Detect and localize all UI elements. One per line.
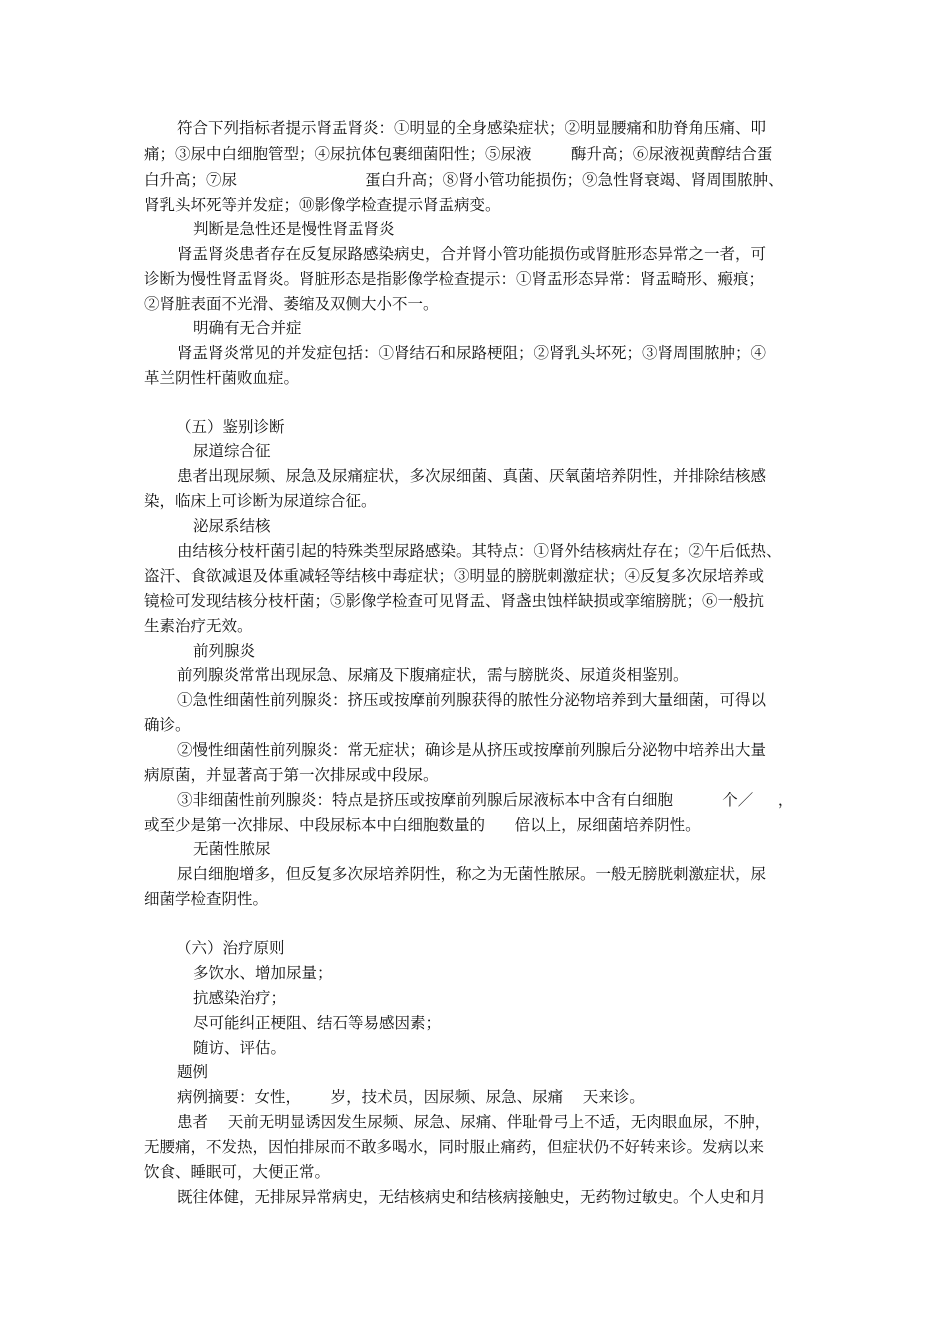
text-line: 病原菌，并显著高于第一次排尿或中段尿。: [144, 766, 439, 784]
text-line: 尽可能纠正梗阻、结石等易感因素；: [193, 1014, 442, 1032]
subheading: 明确有无合并症: [193, 319, 302, 337]
text-line: 或至少是第一次排尿、中段尿标本中白细胞数量的 倍以上，尿细菌培养阴性。: [144, 816, 701, 834]
text-line: 肾乳头坏死等并发症；⑩影像学检查提示肾盂病变。: [144, 196, 501, 214]
text-line: ②肾脏表面不光滑、萎缩及双侧大小不一。: [144, 295, 439, 313]
subheading: 尿道综合征: [193, 442, 271, 460]
text-line: 前列腺炎常常出现尿急、尿痛及下腹痛症状，需与膀胱炎、尿道炎相鉴别。: [177, 666, 689, 684]
text-line: 革兰阴性杆菌败血症。: [144, 369, 300, 387]
text-line: 无腰痛，不发热，因怕排尿而不敢多喝水，同时服止痛药，但症状仍不好转来诊。发病以来: [144, 1138, 765, 1156]
text-line: 镜检可发现结核分枝杆菌；⑤影像学检查可见肾盂、肾盏虫蚀样缺损或挛缩膀胱；⑥一般抗: [144, 592, 765, 610]
text-line: 生素治疗无效。: [144, 617, 253, 635]
text-line: 确诊。: [144, 716, 191, 734]
text-line: 患者 天前无明显诱因发生尿频、尿急、尿痛、伴耻骨弓上不适，无肉眼血尿，不肿，: [177, 1113, 771, 1131]
subheading: 泌尿系结核: [193, 517, 271, 535]
text-line: ①急性细菌性前列腺炎：挤压或按摩前列腺获得的脓性分泌物培养到大量细菌，可得以: [177, 691, 767, 709]
text-line: 肾盂肾炎常见的并发症包括：①肾结石和尿路梗阻；②肾乳头坏死；③肾周围脓肿；④: [177, 344, 767, 362]
text-line: 抗感染治疗；: [193, 989, 287, 1007]
text-line: 多饮水、增加尿量；: [193, 964, 333, 982]
section-heading: （五）鉴别诊断: [176, 418, 285, 436]
text-line: 饮食、睡眠可，大便正常。: [144, 1163, 331, 1181]
text-line: 由结核分枝杆菌引起的特殊类型尿路感染。其特点：①肾外结核病灶存在；②午后低热、: [177, 542, 782, 560]
text-line: 尿白细胞增多，但反复多次尿培养阴性，称之为无菌性脓尿。一般无膀胱刺激症状，尿: [177, 865, 767, 883]
subheading: 题例: [177, 1063, 209, 1081]
section-heading: （六）治疗原则: [176, 939, 285, 957]
text-line: 诊断为慢性肾盂肾炎。肾脏形态是指影像学检查提示：①肾盂形态异常：肾盂畸形、瘢痕；: [144, 270, 765, 288]
text-line: 染，临床上可诊断为尿道综合征。: [144, 492, 377, 510]
text-line: ③非细菌性前列腺炎：特点是挤压或按摩前列腺后尿液标本中含有白细胞 个／ ，: [177, 791, 794, 809]
text-line: 随访、评估。: [193, 1039, 287, 1057]
text-line: 病例摘要：女性， 岁，技术员，因尿频、尿急、尿痛 天来诊。: [177, 1088, 645, 1106]
text-line: 肾盂肾炎患者存在反复尿路感染病史，合并肾小管功能损伤或肾脏形态异常之一者，可: [177, 245, 767, 263]
text-line: 细菌学检查阴性。: [144, 890, 269, 908]
text-line: 盗汗、食欲减退及体重减轻等结核中毒症状；③明显的膀胱刺激症状；④反复多次尿培养或: [144, 567, 765, 585]
subheading: 无菌性脓尿: [193, 840, 271, 858]
text-line: 患者出现尿频、尿急及尿痛症状，多次尿细菌、真菌、厌氧菌培养阴性，并排除结核感: [177, 467, 767, 485]
text-line: 痛；③尿中白细胞管型；④尿抗体包裹细菌阳性；⑤尿液 酶升高；⑥尿液视黄醇结合蛋: [144, 145, 773, 163]
subheading: 前列腺炎: [193, 642, 256, 660]
subheading: 判断是急性还是慢性肾盂肾炎: [193, 220, 395, 238]
text-line: 白升高；⑦尿 蛋白升高；⑧肾小管功能损伤；⑨急性肾衰竭、肾周围脓肿、: [144, 171, 784, 189]
text-line: 既往体健，无排尿异常病史，无结核病史和结核病接触史，无药物过敏史。个人史和月: [177, 1188, 767, 1206]
text-line: ②慢性细菌性前列腺炎：常无症状；确诊是从挤压或按摩前列腺后分泌物中培养出大量: [177, 741, 767, 759]
text-line: 符合下列指标者提示肾盂肾炎：①明显的全身感染症状；②明显腰痛和肋脊角压痛、叩: [177, 119, 767, 137]
